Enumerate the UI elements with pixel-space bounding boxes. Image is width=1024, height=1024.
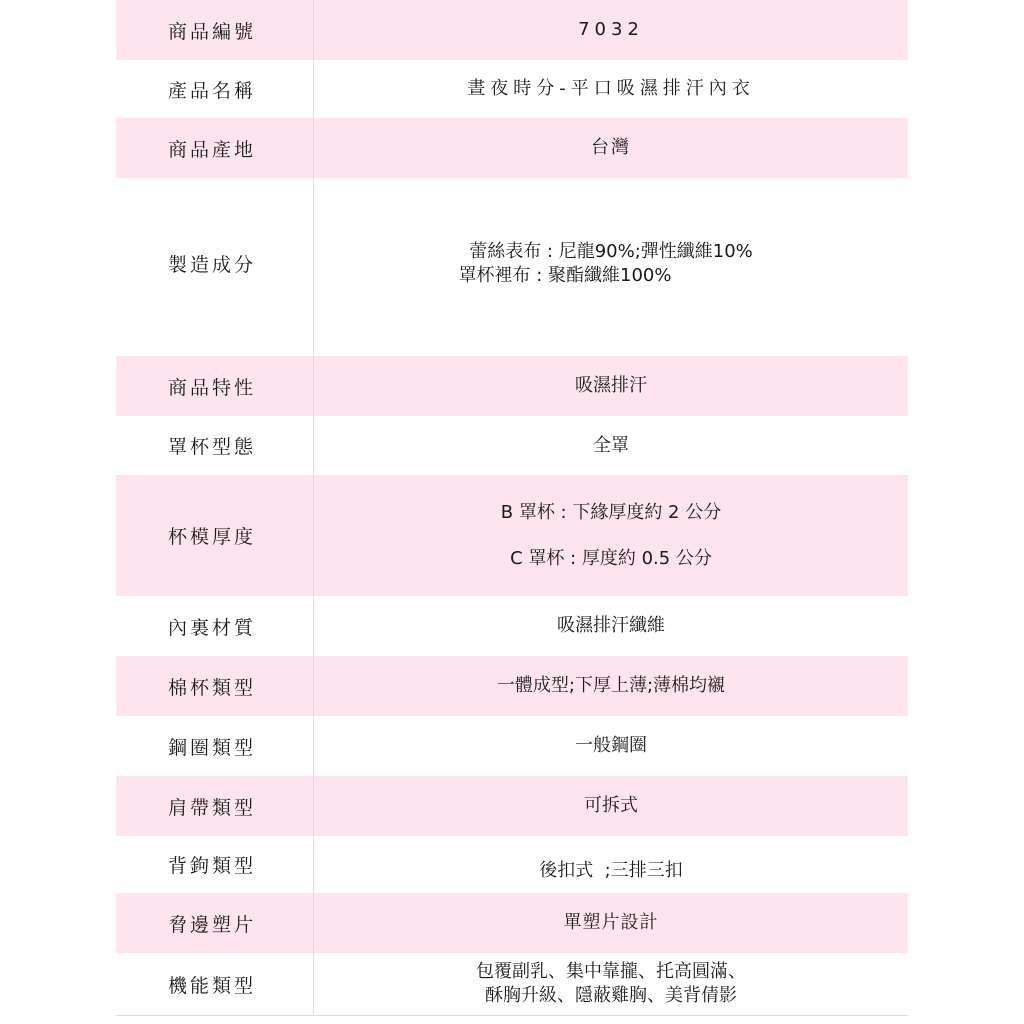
value-line: 可拆式 (584, 795, 638, 816)
row-label: 脅邊塑片 (168, 913, 257, 936)
table-row (116, 178, 908, 356)
row-value (313, 953, 908, 1015)
row-value (313, 596, 908, 656)
row-label: 機能類型 (168, 974, 257, 997)
value-line: 包覆副乳、集中靠攏、托高圓滿、 (476, 961, 746, 982)
value-line: 後扣式 ;三排三扣 (539, 859, 683, 881)
value-line: B 罩杯 : 下緣厚度約 2 公分 (500, 501, 722, 523)
value-line: 吸濕排汗纖維 (557, 615, 665, 636)
value-line: 台灣 (591, 137, 631, 158)
row-label: 背鉤類型 (168, 855, 257, 877)
table-row (116, 356, 908, 416)
table-row (116, 836, 908, 893)
row-value (313, 716, 908, 776)
table-row (116, 596, 908, 656)
table-row (116, 776, 908, 836)
value-line: 酥胸升級、隱蔽雞胸、美背倩影 (485, 985, 737, 1006)
value-line: 蕾絲表布 : 尼龍90%;彈性纖維10% (469, 241, 753, 262)
row-value (313, 776, 908, 836)
row-value (313, 893, 908, 953)
row-value (313, 475, 908, 596)
row-value (313, 60, 908, 118)
row-value (313, 416, 908, 475)
value-line: 罩杯裡布 : 聚酯纖維100% (458, 265, 672, 286)
row-value (313, 0, 908, 60)
row-value (313, 118, 908, 178)
table-row (116, 475, 908, 596)
row-value (313, 836, 908, 893)
row-value (313, 356, 908, 416)
table-row (116, 716, 908, 776)
value-line: 單塑片設計 (563, 912, 659, 933)
row-label: 罩杯型態 (168, 436, 257, 458)
spec-table (116, 0, 908, 1015)
value-line: 吸濕排汗 (575, 375, 647, 396)
table-row (116, 118, 908, 178)
row-label: 鋼圈類型 (168, 736, 257, 759)
table-row (116, 416, 908, 475)
value-line: 晝夜時分-平口吸濕排汗內衣 (467, 78, 755, 99)
row-label: 肩帶類型 (168, 796, 257, 819)
table-row (116, 0, 908, 60)
value-line: 一般鋼圈 (575, 735, 647, 756)
value-line: 7032 (578, 19, 644, 40)
row-label: 商品特性 (168, 376, 257, 399)
row-label: 內裏材質 (168, 616, 257, 639)
value-line: C 罩杯 : 厚度約 0.5 公分 (510, 547, 712, 569)
table-bottom-border (116, 1015, 908, 1016)
table-row (116, 893, 908, 953)
row-value (313, 656, 908, 716)
row-label: 商品編號 (168, 20, 257, 43)
row-label: 製造成分 (168, 253, 257, 276)
row-label: 杯模厚度 (168, 526, 257, 548)
table-row (116, 953, 908, 1015)
row-label: 棉杯類型 (168, 676, 257, 699)
row-label: 商品產地 (168, 138, 257, 161)
value-line: 全罩 (593, 434, 629, 456)
row-label: 產品名稱 (168, 79, 257, 102)
table-row (116, 656, 908, 716)
row-value (313, 178, 908, 356)
value-line: 一體成型;下厚上薄;薄棉均襯 (496, 675, 726, 696)
table-row (116, 60, 908, 118)
